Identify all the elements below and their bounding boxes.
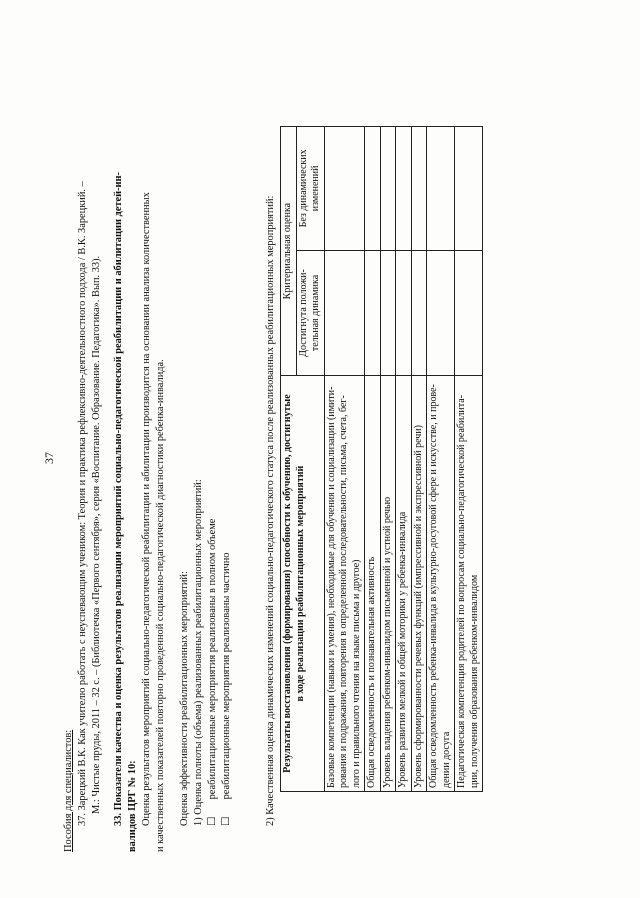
option-full-label: реабилитационные мероприятия реализованы в полном объеме [207,518,218,800]
option-partial-label: реабилитационные мероприятия реализованы частично [221,552,232,800]
table-row [396,127,412,792]
page-number: 37 [42,452,56,464]
positive-cell[interactable] [411,250,427,375]
efficiency-title: Оценка эффективности реабилитационных мероприятий: [179,571,190,826]
section-33-heading-line2: валидов ЦРГ № 10: [127,760,138,852]
checkbox-icon[interactable]: ☐ [207,816,218,826]
row-label: Уровень сформированности речевых функций (импрессивной и экспрессивной речи) [411,376,427,792]
section-33-heading-line1: 33. Показатели качества и оценка результатов реализации мероприятий социально-педагогической реабилитации и абилитации детей-ин- [113,172,124,826]
completeness-item: 1) Оценка полноты (объема) реализованных реабилитационных мероприятий: [193,479,204,826]
reference-37-line2: М.: Чистые пруды, 2011 – 32 с. – (Библиотечка «Первого сентября», серия «Воспитание. Образование. Педагогика». Вып. 33). [91,255,102,814]
positive-cell[interactable] [380,250,396,375]
checkbox-icon[interactable]: ☐ [221,816,232,826]
positive-dynamics-header: Достигнута положи-тельная динамика [296,250,324,375]
no-change-cell[interactable] [396,127,412,251]
row-label: Уровень владения ребенком-инвалидом письменной и устной речью [380,376,396,792]
positive-cell[interactable] [427,250,455,375]
row-label: Уровень развития мелкой и общей моторики у ребенка-инвалида [396,376,412,792]
no-change-cell[interactable] [365,127,381,251]
positive-cell[interactable] [396,250,412,375]
assessment-paragraph-line2: и качественных показателей повторно проведенной социально-педагогической диагностики ребенка-инвалида. [155,359,166,852]
no-change-cell[interactable] [411,127,427,251]
option-full [206,519,220,852]
results-header-line1: Результаты восстановления (формирования) способности к обучению, достигнутые [282,394,293,773]
positive-cell[interactable] [455,250,483,375]
criteria-column-header: Критериальная оценка [281,127,297,376]
no-change-cell[interactable] [427,127,455,251]
row-label: Педагогическая компетенция родителей по вопросам социально-педагогической реабилита-ции, получения образования ребенком-инвалидом [455,376,483,792]
results-column-header [281,376,325,792]
positive-cell[interactable] [324,250,365,375]
option-partial [220,553,234,852]
table-row [455,127,483,792]
table-row [365,127,381,792]
results-table [280,126,483,792]
results-header-line2: в ходе реализации реабилитационных мероприятий [294,465,306,702]
no-change-cell[interactable] [324,127,365,251]
table-row [324,127,365,792]
positive-cell[interactable] [365,250,381,375]
table-row [427,127,455,792]
table-row [411,127,427,792]
quality-item: 2) Качественная оценка динамических изменений социально-педагогического статуса после реализованных реабилитационных мероприятий: [265,195,276,826]
row-label: Общая осведомленность и познавательная активность [365,376,381,792]
no-change-cell[interactable] [380,127,396,251]
assessment-paragraph-line1: Оценка результатов мероприятий социально-педагогической реабилитации и абилитации производится на основании анализа количественных [141,192,152,826]
table-row [380,127,396,792]
row-label: Общая осведомленность ребенка-инвалида в культурно-досуговой сфере и искусстве, и прове-дении досуга [427,376,455,792]
row-label: Базовые компетенции (навыки и умения), необходимые для обучения и социализации (имити-рования и подражания, повторения в определенной последовательности, письма, счета, бег-лого и правильного чтения на языке письма и другое) [324,376,365,792]
no-change-cell[interactable] [455,127,483,251]
rotated-page-content [40,44,600,864]
reference-37-line1: 37. Зарецкий В.К. Как учителю работать с неуспевающим учеником: Теория и практика рефлексивно-деятельностного подхода / В.К. Зарецкий. – [77,181,88,826]
no-changes-header: Без динамических изменений [296,127,324,251]
table-header-row [281,127,297,792]
manuals-heading: Пособия для специалистов: [63,729,74,852]
